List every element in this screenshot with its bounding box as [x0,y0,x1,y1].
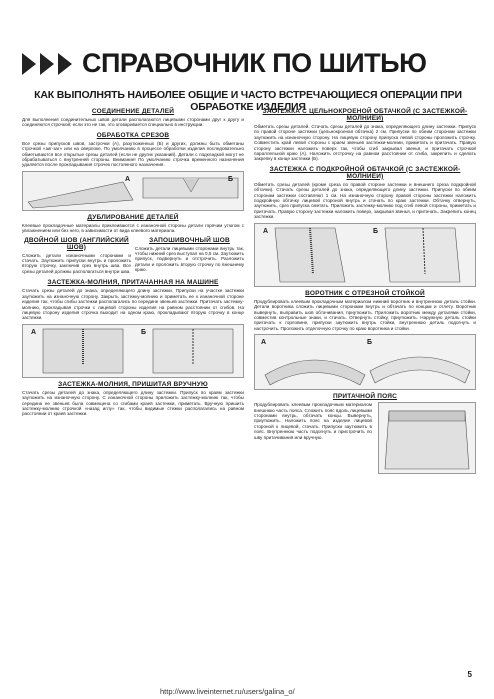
page-title: СПРАВОЧНИК ПО ШИТЬЮ [82,48,427,78]
watermark-url: http://www.liveinternet.ru/users/galina_o/ [160,687,295,696]
double-seam-block [22,237,131,275]
illustration-waistband [378,402,476,474]
section-title: ЗАСТЕЖКА С ЦЕЛЬНОКРОЕНОЙ ОБТАЧКОЙ (С ЗАСТЕЖКОЙ-МОЛНИЕЙ) [262,108,468,122]
illustration-seams [22,171,244,211]
section-title: ЗАСТЕЖКА С ПОДКРОЙНОЙ ОБТАЧКОЙ (С ЗАСТЕЖКОЙ-МОЛНИЕЙ) [269,165,461,180]
right-column [254,108,476,474]
section-text: Стачать срезы деталей до знака, определяющего длину застежки. Припуски на участке застежки заутюжить на изнаночную сторону. Закрыть застежку-молнию и приметать ее к изнаночной стороне изделия так, чтобы сгибы застежки располагались по середине звеньев застежки. Притачать застежку-молнию, прокладывая строчки с лицевой стороны изделия на равном расстоянии от сгибов. На лицевую сторону изделия строчка выходит на одном краю, прокладывают вторую строчку в конце застежки. [22,288,244,321]
section-text: Для выполнения соединительных швов детали располагаются лицевыми сторонами друг к другу и соединяются строчкой; если это не так, это оговаривается специально в инструкции. [22,117,244,128]
illustration-facing-zipper [254,223,476,287]
section-text: Продублировать клеевым прокладочным материалом нижний воротник и внутреннюю деталь стойки. Детали воротника сложить лицевыми сторонами внутрь и обтачать по концам и отлету. Воротник вывернуть, выправить шов обтачивания, приутюжить. Приложить воротник между деталями стойки, совместив контрольные знаки, и стачать. Отвернуть стойку, приутюжить. Наружную деталь стойки притачать к горловине, припуски заутюжить внутрь стойки, внутреннюю деталь подогнуть и настрочить. Проложить отделочную строчку по краю воротника и стойки. [254,298,476,331]
arrow-icon [22,53,36,75]
figure-label-b: Б [228,175,234,183]
seam-drawing [23,172,244,210]
section-title: ЗАСТЕЖКА-МОЛНИЯ, ПРИТАЧАННАЯ НА МАШИНЕ [47,279,219,287]
collar-drawing [255,335,476,389]
zipper-drawing [23,325,244,377]
section-text: Стачать срезы деталей до знака, определяющего длину застежки. Припуск по краям застежки заутюжить на изнаночную сторону. С изнаночной стороны приложить застежку-молнию так, чтобы середина ее звеньев была совмещена со сгибами краев застежки, приметать. Вручную пришить застежку-молнию строчкой «назад иглу» так, чтобы видимые стежки располагались на равном расстоянии от краев застежки. [22,389,244,417]
arrow-icon [58,53,72,75]
figure-label-b: Б [373,227,379,235]
section-title: СОЕДИНЕНИЕ ДЕТАЛЕЙ [91,108,175,115]
two-seams-row [22,237,244,275]
section-title: ДУБЛИРОВАНИЕ ДЕТАЛЕЙ [87,213,179,221]
section-text: Все срезы припусков швов, застрочки (А), разутюженных (Б) и других, должны быть обметаны строчкой «зиг-заг» или на оверлоке. По умолчанию в процессе обработки изделия последовательно обметываются все открытые срезы деталей (если не других указаний). Детали с подкладкой могут не обрабатываться с внутренней стороны. Внимание! По умолчанию строчка временного назначения удаляется после прокладывания строчек постоянного назначения. [22,140,244,168]
illustration-zipper-machine [22,324,244,378]
page-header [22,48,426,79]
figure-label-a: А [125,175,131,183]
page-number: 5 [467,670,472,679]
waistband-drawing [379,403,475,473]
section-text: Обметать срезы деталей (кроме среза по правой стороне застежки и внешнего среза подкройной обтачки). Стачать срезы деталей до знака, определяющего длину застежки. Припуски по обеим сторонам застежки составляют 1 см. На изнаночную сторону правой стороны застежки наложить подкройную обтачку лицевой стороной внутрь и стачать по краю застежки. Обтачку отвернуть, заутюжить, срез припуска сметать. Приложить застежку-молнию под сгиб левой стороны, приметать и притачать. Правую сторону застежки наложить поверх, закрывая звенья, и притачать. Закрепить конец застежки. [254,181,476,220]
figure-label-b: Б [367,339,373,347]
figure-label-a: А [261,339,267,347]
section-title: ЗАСТЕЖКА-МОЛНИЯ, ПРИШИТАЯ ВРУЧНУЮ [58,380,208,388]
section-text: Клеевые прокладочные материалы приклеиваются с изнаночной стороны детали горячим утюгом с увлажнением или без него, в зависимости от вида клеевого материала. [22,222,244,234]
section-text: Обметать срезы деталей. Стачать срезы деталей до знака, определяющего длину застежки. Припуск по правой стороне застежки (цельнокроеная обтачка) 2 см. Припуски по обеим сторонам застежки заутюжить на изнаночную сторону. На лицевую сторону припуска левой стороны проложить строчку. Совместить край левой стороны с краем звеньев застежки-молнии, приметать и притачать. Правую сторону застежки наложить поверх так, чтобы сгиб закрывал звенья, и притачать строчкой параллельной краю (А). Наложить отстрочку на равном расстоянии от сгиба, закрепить и сделать закрепку в конце застежки (Б). [254,124,476,162]
flat-felled-seam-block [135,237,244,275]
section-title: ДВОЙНОЙ ШОВ (АНГЛИЙСКИЙ ШОВ) [24,236,129,251]
figure-label-a: А [263,227,269,235]
waistband-row [254,402,476,474]
section-title: ЗАПОШИВОЧНЫЙ ШОВ [149,236,230,244]
illustration-collar [254,334,476,390]
figure-label-b: Б [141,328,147,336]
page-subtitle: КАК ВЫПОЛНЯТЬ НАИБОЛЕЕ ОБЩИЕ И ЧАСТО ВСТРЕЧАЮЩИЕСЯ ОПЕРАЦИИ ПРИ ОБРАБОТКЕ ИЗДЕЛИЯ [34,89,462,113]
section-text: Сложить детали изнаночными сторонами и стачать. Заутюжить припуски внутрь и проложить вторую строчку, заключив срез внутрь шва. Все срезы деталей должны располагаться внутри шва. [22,252,131,274]
facing-drawing [255,224,476,286]
section-title: ПРИТАЧНОЙ ПОЯС [332,393,398,401]
figure-label-a: А [31,328,37,336]
left-column [22,108,244,417]
section-title: ОБРАБОТКА СРЕЗОВ [96,131,170,139]
section-text: Продублировать клеевым прокладочным материалом внешнюю часть пояса. Сложить пояс вдоль лицевыми сторонами внутрь, обтачать концы. Вывернуть, приутюжить. Наложить пояс на изделие лицевой стороной к лицевой, стачать. Припуски заутюжить в пояс. Внутреннюю часть подогнуть и пристрочить по шву притачивания или вручную. [254,402,372,440]
arrow-icon [40,53,54,75]
section-text: Сложить детали лицевыми сторонами внутрь так, чтобы нижний срез выступал на 0,5 см. Заутюжить припуск, подвернуть и отстрочить. Разложить детали и проложить вторую строчку по внешнему краю. [135,245,244,273]
section-title: ВОРОТНИК С ОТРЕЗНОЙ СТОЙКОЙ [305,289,425,297]
